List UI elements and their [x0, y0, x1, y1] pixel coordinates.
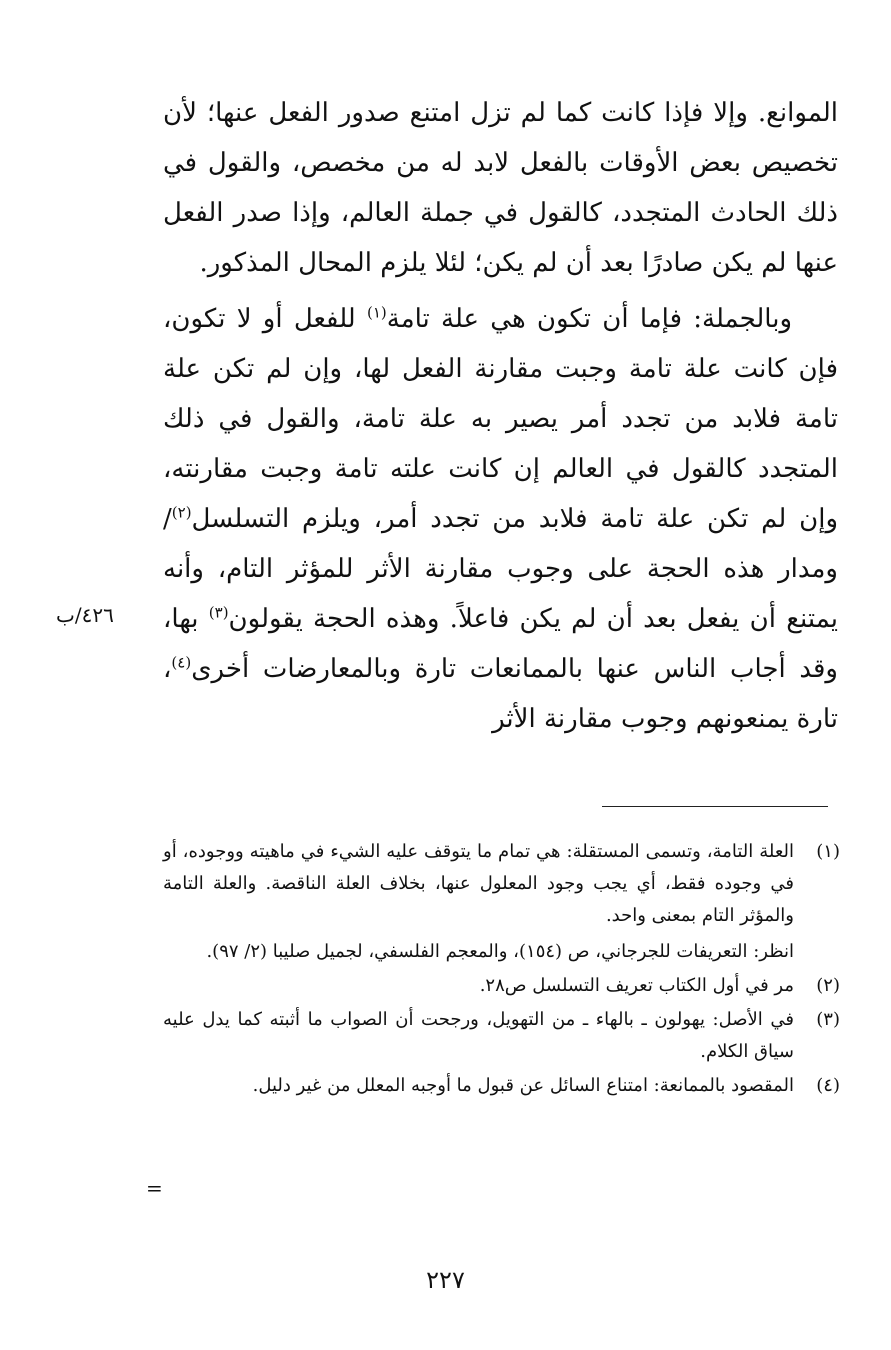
paragraph-2-part-d: بها، وقد أجاب الناس عنها بالممانعات تارة وبالمعارضات أخرى: [163, 604, 838, 684]
footnote-text-reference: انظر: التعريفات للجرجاني، ص (١٥٤)، والمعجم الفلسفي، لجميل صليبا (٢/ ٩٧).: [206, 941, 794, 962]
footnote-3: [163, 1004, 840, 1068]
main-text: [163, 88, 838, 744]
footnote-1: [163, 836, 840, 968]
footnote-ref-4: (٤): [171, 653, 192, 672]
paragraph-1: الموانع. وإلا فإذا كانت كما لم تزل امتنع صدور الفعل عنها؛ لأن تخصيص بعض الأوقات بالفعل لابد له من مخصص، والقول في ذلك الحادث المتجدد، كالقول في جملة العالم، وإذا صدر الفعل عنها لم يكن صادرًا بعد أن لم يكن؛ لئلا يلزم المحال المذكور.: [163, 98, 838, 278]
footnotes: [163, 836, 840, 1104]
footnote-ref-2: (٢): [171, 503, 192, 522]
footnote-ref-3: (٣): [208, 603, 229, 622]
footnote-text: المقصود بالممانعة: امتناع السائل عن قبول ما أوجبه المعلل من غير دليل.: [252, 1075, 794, 1096]
footnote-number: (٤): [816, 1075, 840, 1096]
paragraph-2: [163, 294, 838, 744]
manuscript-folio-note: ٤٢٦/ب: [56, 603, 114, 627]
footnote-ref-1: (١): [366, 303, 387, 322]
paragraph-2-part-e: ، تارة يمنعونهم وجوب مقارنة الأثر: [163, 654, 838, 734]
paragraph-2-part-a: وبالجملة: فإما أن تكون هي علة تامة: [386, 304, 793, 334]
page-number: ٢٢٧: [426, 1266, 465, 1294]
footnote-separator: [602, 806, 828, 807]
footnote-4: [163, 1070, 840, 1102]
footnote-text: مر في أول الكتاب تعريف التسلسل ص٢٨.: [479, 975, 794, 996]
footnote-text: في الأصل: يهولون ـ بالهاء ـ من التهويل، ورجحت أن الصواب ما أثبته كما يدل عليه سياق الكلام.: [163, 1009, 794, 1062]
footnote-number: (٢): [816, 975, 840, 996]
footnote-number: (٣): [816, 1009, 840, 1030]
paragraph-2-part-c: / ومدار هذه الحجة على وجوب مقارنة الأثر للمؤثر التام، وأنه يمتنع أن يفعل بعد أن لم يكن فاعلاً. وهذه الحجة يقولون: [163, 504, 838, 634]
continuation-mark: =: [146, 1176, 163, 1200]
footnote-2: [163, 970, 840, 1002]
paragraph-2-part-b: للفعل أو لا تكون، فإن كانت علة تامة وجبت مقارنة الفعل لها، وإن لم تكن علة تامة فلابد من تجدد أمر يصير به علة تامة، والقول في ذلك المتجدد كالقول في العالم إن كانت علته تامة وجبت مقارنته، وإن لم تكن علة تامة فلابد من تجدد أمر، ويلزم التسلسل: [163, 304, 838, 534]
footnote-number: (١): [816, 841, 840, 862]
footnote-text: العلة التامة، وتسمى المستقلة: هي تمام ما يتوقف عليه الشيء في ماهيته ووجوده، أو في وجوده فقط، أي يجب وجود المعلول عنها، بخلاف العلة الناقصة. والعلة التامة والمؤثر التام بمعنى واحد.: [163, 841, 794, 926]
